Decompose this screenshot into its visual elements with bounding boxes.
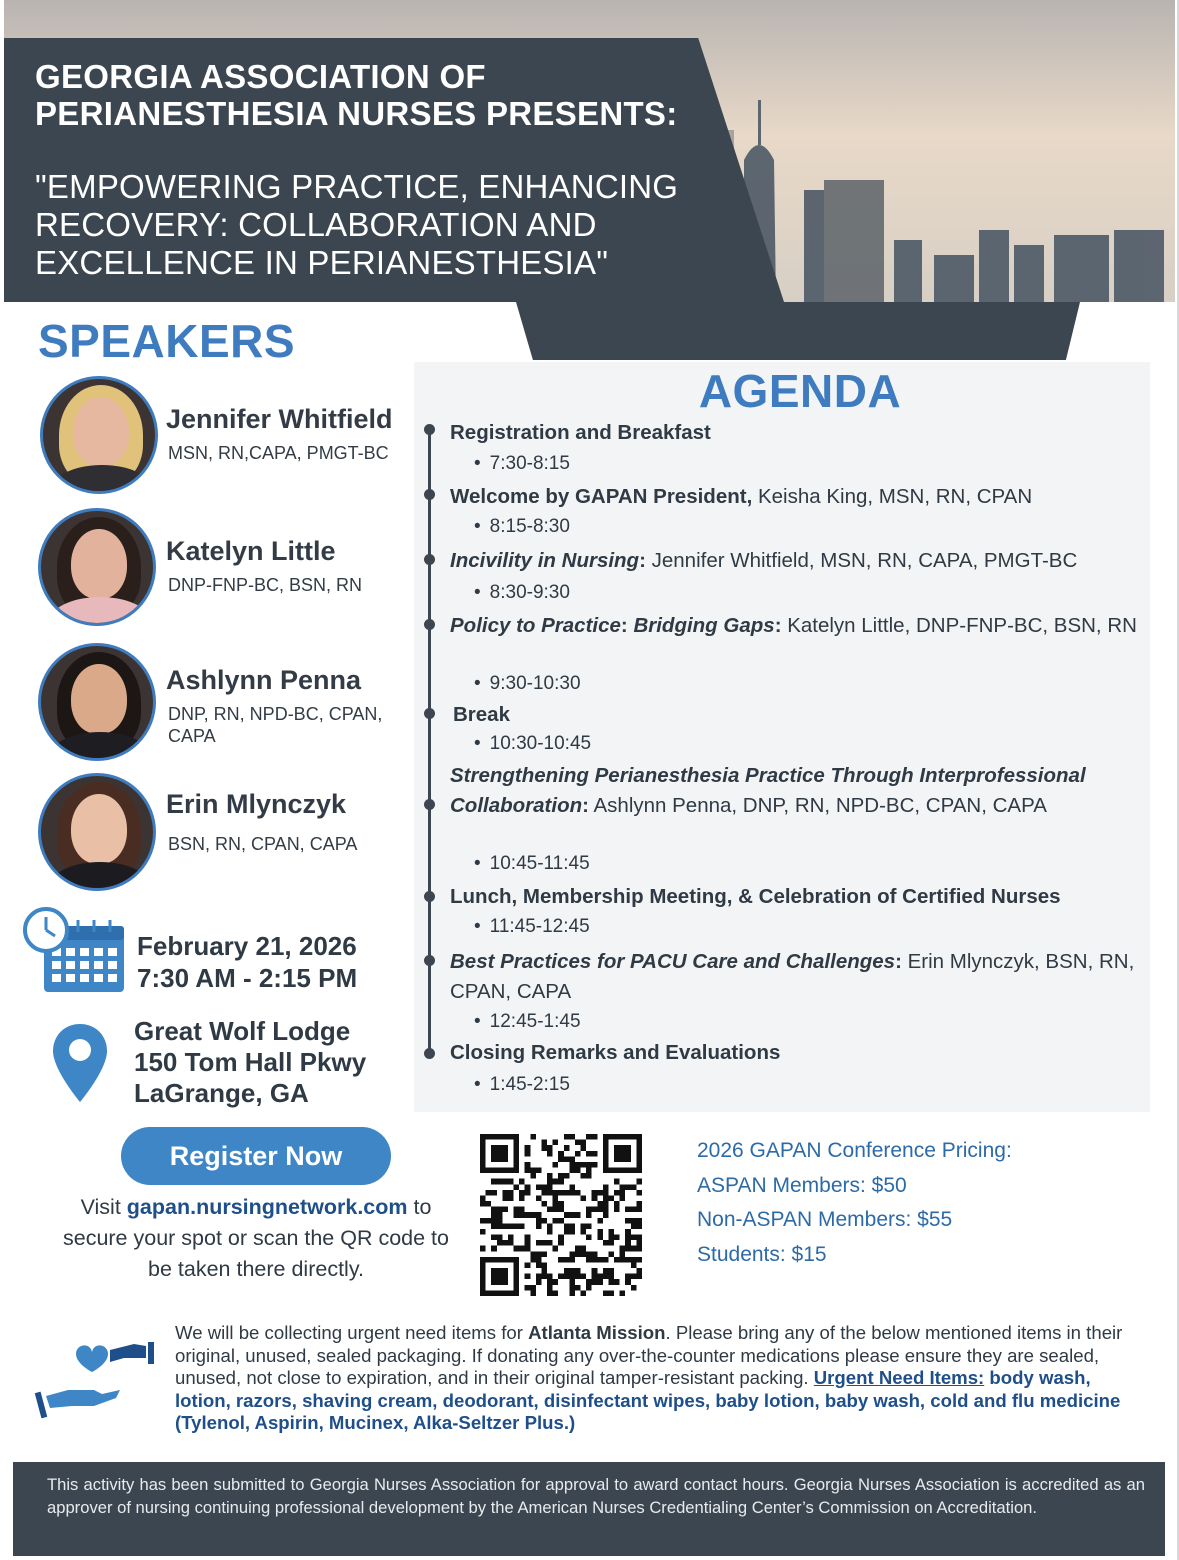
speaker-photo [38, 508, 156, 626]
agenda-item-title: Registration and Breakfast [450, 421, 711, 444]
speaker-name: Erin Mlynczyk [166, 789, 347, 819]
venue-city: LaGrange, GA [134, 1078, 309, 1108]
agenda-item-speaker: Erin Mlynczyk, BSN, RN, CPAN, CAPA [450, 950, 1135, 1003]
qr-code[interactable] [480, 1134, 642, 1296]
agenda-item: Best Practices for PACU Care and Challenges: Erin Mlynczyk, BSN, RN, CPAN, CAPA [450, 950, 1135, 1003]
heart-hands-icon [32, 1336, 158, 1422]
conference-title: "EMPOWERING PRACTICE, ENHANCING RECOVERY: COLLABORATION AND EXCELLENCE IN PERIANESTHESIA" [35, 168, 679, 281]
timeline-dot [424, 489, 435, 500]
speaker-photo [38, 643, 156, 761]
speaker-credentials: BSN, RN, CPAN, CAPA [168, 834, 358, 854]
agenda-item-speaker: Ashlynn Penna, DNP, RN, NPD-BC, CPAN, CAPA [588, 794, 1047, 817]
accreditation-statement: This activity has been submitted to Georgia Nurses Association for approval to award contact hours. Georgia Nurses Association is accredited as an approver of nursing continuing professional development by the American Nurses Credentialing Center’s Commission on Accreditation. [47, 1475, 1145, 1517]
event-location [134, 1016, 366, 1109]
agenda-item-title: Best Practices for PACU Care and Challenges [450, 950, 896, 973]
agenda-item: Incivility in Nursing: Jennifer Whitfield, MSN, RN, CAPA, PMGT-BC [450, 549, 1078, 572]
speaker-name: Katelyn Little [166, 536, 336, 566]
speaker-credentials: DNP-FNP-BC, BSN, RN [168, 575, 363, 595]
speaker-photo [40, 376, 158, 494]
agenda-item [450, 882, 1140, 912]
venue-street: 150 Tom Hall Pkwy [134, 1047, 367, 1077]
agenda-item-time: • 8:15-8:30 [474, 516, 570, 538]
donation-notice: We will be collecting urgent need items for Atlanta Mission. Please bring any of the below mentioned items in their original, unused, sealed packaging. If donating any over-the-counter medications please ensure they are sealed, unused, not close to expiration, and in their original tamper-resistant packing. Urgent Need Items: body wash, lotion, razors, shaving cream, deodorant, disinfectant wipes, baby lotion, baby wash, cold and flu medicine (Tylenol, Aspirin, Mucinex, Alka-Seltzer Plus.) [175, 1322, 1123, 1433]
agenda-item-time: • 9:30-10:30 [474, 673, 581, 695]
speaker-name: Jennifer Whitfield [166, 404, 393, 434]
speaker-card [38, 773, 418, 893]
speaker-card [38, 376, 418, 496]
agenda-item-time: • 12:45-1:45 [474, 1011, 581, 1033]
agenda-item-speaker: Jennifer Whitfield, MSN, RN, CAPA, PMGT-BC [645, 549, 1078, 572]
agenda-item-time: • 10:45-11:45 [474, 853, 590, 875]
speaker-card [38, 643, 418, 763]
agenda-item-time: • 8:30-9:30 [474, 582, 570, 604]
speaker-card [38, 508, 418, 628]
timeline-dot [424, 708, 435, 719]
pricing-block [697, 1134, 1012, 1272]
event-date-time [137, 930, 357, 994]
agenda-item-speaker: Katelyn Little, DNP-FNP-BC, BSN, RN [781, 614, 1137, 637]
agenda-item-time: • 10:30-10:45 [474, 733, 591, 755]
timeline-dot [424, 891, 435, 902]
register-now-button[interactable]: Register Now [121, 1127, 391, 1185]
price-students: Students: $15 [697, 1242, 827, 1266]
agenda-item-time: • 7:30-8:15 [474, 453, 570, 475]
agenda-item-time: • 11:45-12:45 [474, 916, 590, 938]
agenda-item-title: Closing Remarks and Evaluations [450, 1041, 781, 1064]
agenda-item-title: Policy to Practice [450, 614, 621, 637]
calendar-clock-icon [22, 906, 126, 996]
registration-link[interactable]: gapan.nursingnetwork.com [126, 1195, 408, 1219]
agenda-item-time: • 1:45-2:15 [474, 1074, 570, 1096]
donation-organization: Atlanta Mission [528, 1322, 666, 1343]
agenda-item-title: Lunch, Membership Meeting, & Celebration of Certified Nurses [450, 885, 1061, 908]
speaker-credentials: MSN, RN,CAPA, PMGT-BC [168, 443, 389, 463]
agenda-item [450, 1038, 1140, 1068]
agenda-item [450, 482, 1140, 512]
speaker-credentials: DNP, RN, NPD-BC, CPAN, CAPA [168, 704, 383, 746]
agenda-item [450, 418, 1140, 448]
timeline-dot [424, 554, 435, 565]
urgent-items-list: body wash, lotion, razors, shaving cream, deodorant, disinfectant wipes, baby lotion, baby wash, cold and flu medicine (Tylenol, Aspirin, Mucinex, Alka-Seltzer Plus.) [175, 1367, 1121, 1433]
event-time: 7:30 AM - 2:15 PM [137, 963, 358, 993]
pricing-heading: 2026 GAPAN Conference Pricing: [697, 1139, 1012, 1162]
agenda-item-subtitle: Bridging Gaps [627, 614, 775, 637]
urgent-items-label: Urgent Need Items: [813, 1367, 985, 1388]
location-pin-icon [50, 1022, 110, 1104]
timeline-dot [424, 799, 435, 810]
event-date: February 21, 2026 [137, 931, 357, 961]
price-aspan-members: ASPAN Members: $50 [697, 1173, 907, 1197]
agenda-item [453, 700, 1143, 730]
speakers-heading: SPEAKERS [38, 315, 296, 367]
accreditation-footer [13, 1462, 1165, 1556]
agenda-item: Policy to Practice: Bridging Gaps: Katelyn Little, DNP-FNP-BC, BSN, RN [450, 614, 1137, 637]
agenda-heading: AGENDA [698, 365, 902, 417]
agenda-item-title: Welcome by GAPAN President, [450, 485, 753, 508]
speaker-name: Ashlynn Penna [166, 665, 362, 695]
agenda-item-title: Break [453, 703, 510, 726]
timeline-dot [424, 619, 435, 630]
agenda-item: Strengthening Perianesthesia Practice Through Interprofessional Collaboration: Ashlynn Penna, DNP, RN, NPD-BC, CPAN, CAPA [450, 764, 1086, 817]
header-tab [516, 302, 1080, 360]
timeline-dot [424, 424, 435, 435]
price-non-aspan-members: Non-ASPAN Members: $55 [697, 1208, 953, 1231]
register-instructions: Visit gapan.nursingnetwork.com to secure your spot or scan the QR code to be taken there directly. [62, 1195, 449, 1281]
agenda-item-title: Incivility in Nursing [450, 549, 640, 572]
speaker-photo [38, 773, 156, 891]
timeline-dot [424, 955, 435, 966]
agenda-item-speaker: Keisha King, MSN, RN, CPAN [752, 485, 1033, 508]
organization-heading: GEORGIA ASSOCIATION OF PERIANESTHESIA NURSES PRESENTS: [35, 58, 678, 132]
timeline-dot [424, 1048, 435, 1059]
agenda-item-title: Strengthening Perianesthesia Practice Through Interprofessional Collaboration [450, 764, 1086, 817]
venue-name: Great Wolf Lodge [134, 1016, 351, 1046]
